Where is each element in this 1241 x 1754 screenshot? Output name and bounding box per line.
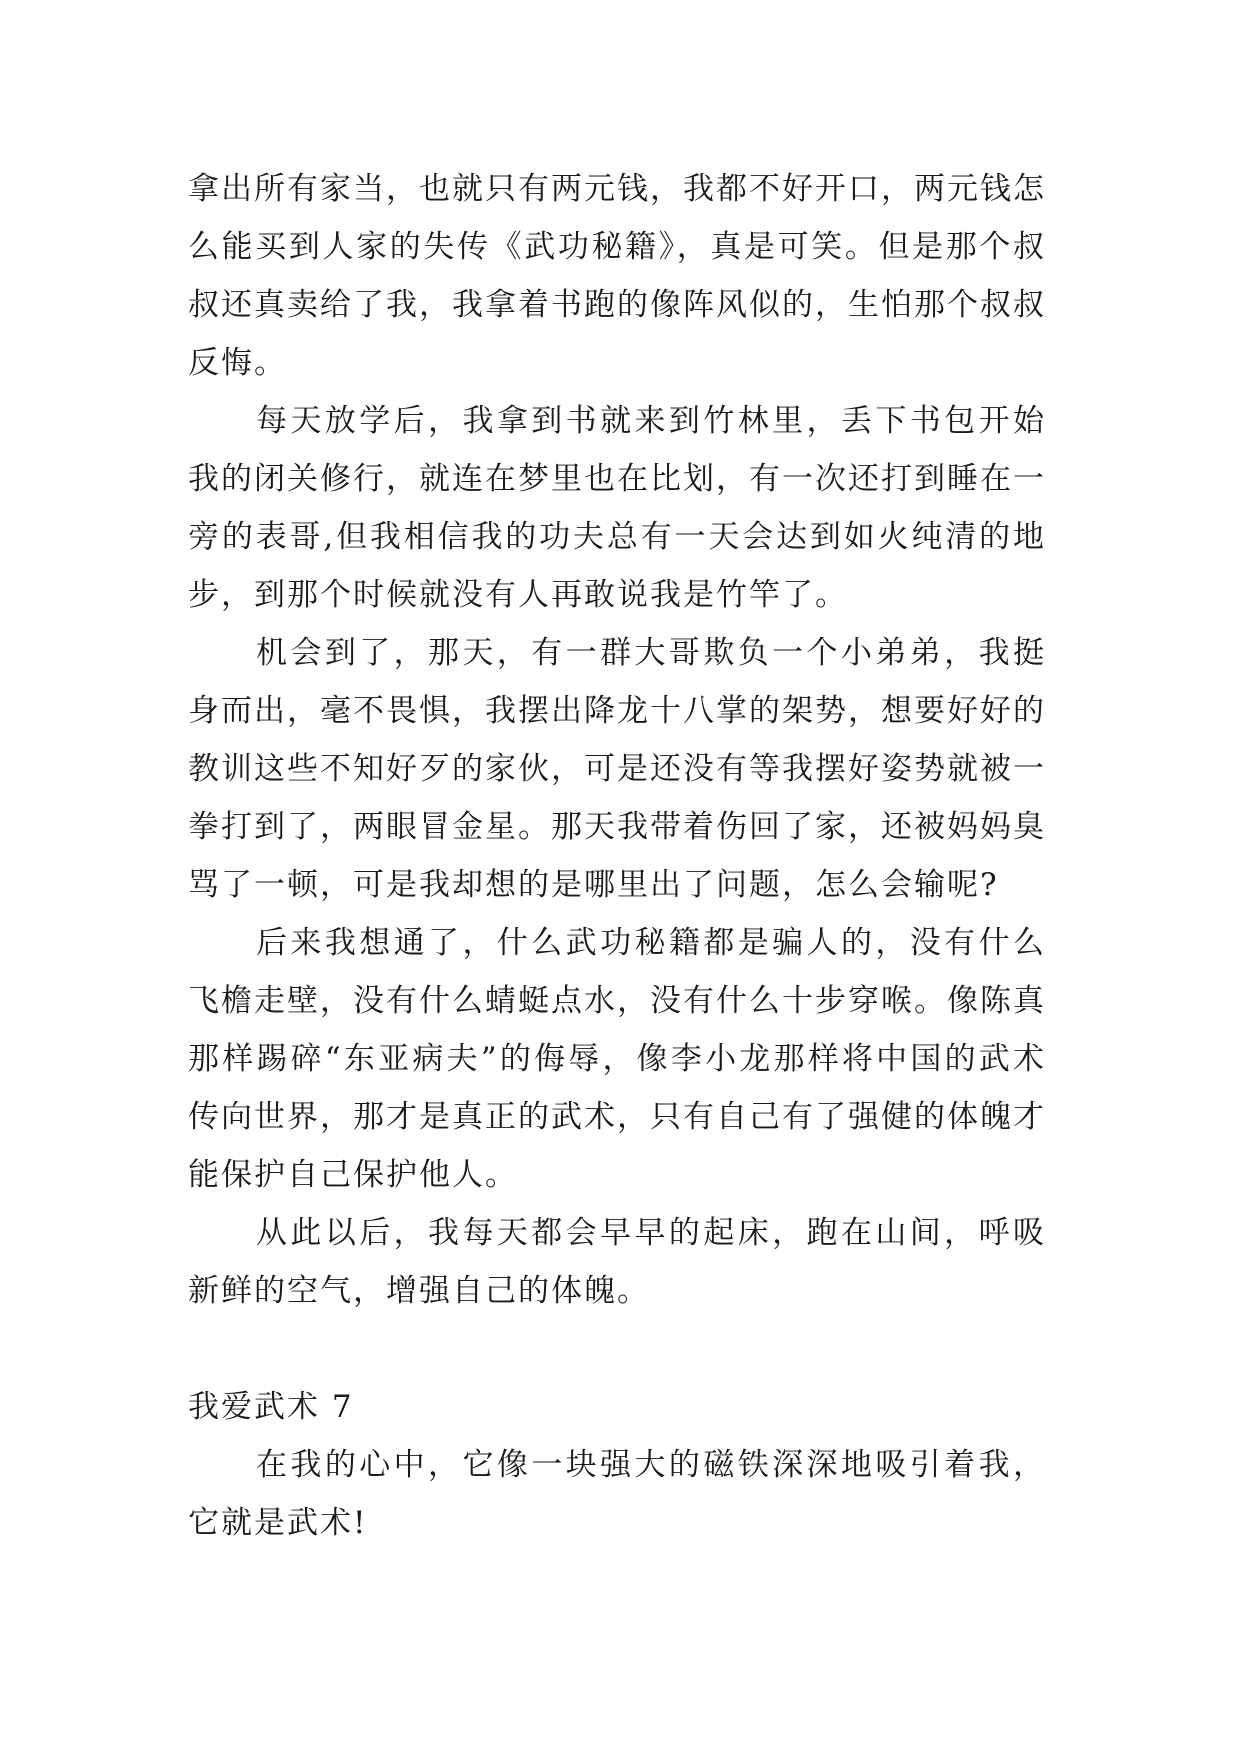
paragraph-continuation: 拿出所有家当，也就只有两元钱，我都不好开口，两元钱怎么能买到人家的失传《武功秘籍》，真是可笑。但是那个叔叔还真卖给了我，我拿着书跑的像阵风似的，生怕那个叔叔反悔。 [188,171,1046,381]
paragraph: 每天放学后，我拿到书就来到竹林里，丢下书包开始我的闭关修行，就连在梦里也在比划，有一次还打到睡在一旁的表哥,但我相信我的功夫总有一天会达到如火纯清的地步，到那个时候就没有人再敢说我是竹竿了。 [188,403,1046,613]
paragraph: 机会到了，那天，有一群大哥欺负一个小弟弟，我挺身而出，毫不畏惧，我摆出降龙十八掌的架势，想要好好的教训这些不知好歹的家伙，可是还没有等我摆好姿势就被一拳打到了，两眼冒金星。那天我带着伤回了家，还被妈妈臭骂了一顿，可是我却想的是哪里出了问题，怎么会输呢? [188,635,1046,903]
section-title: 我爱武术 7 [188,1389,354,1425]
paragraph: 后来我想通了，什么武功秘籍都是骗人的，没有什么飞檐走壁，没有什么蜻蜓点水，没有什么十步穿喉。像陈真那样踢碎“东亚病夫”的侮辱，像李小龙那样将中国的武术传向世界，那才是真正的武术，只有自己有了强健的体魄才能保护自己保护他人。 [188,925,1046,1193]
document-body [188,160,1046,1552]
paragraph: 从此以后，我每天都会早早的起床，跑在山间，呼吸新鲜的空气，增强自己的体魄。 [188,1215,1046,1309]
paragraph: 在我的心中，它像一块强大的磁铁深深地吸引着我，它就是武术! [188,1447,1046,1541]
